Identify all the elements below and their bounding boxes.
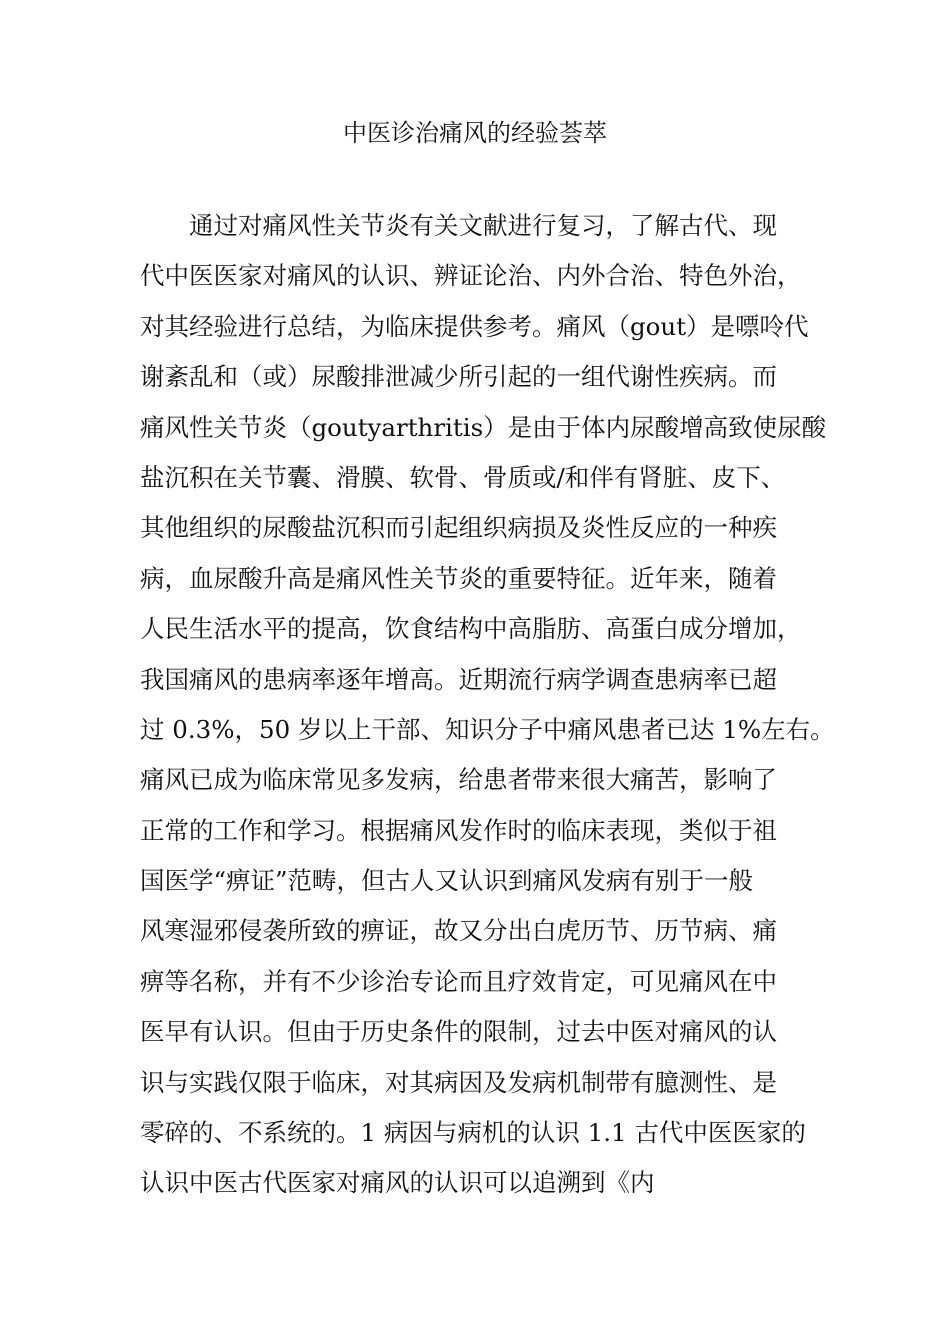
text-line: 痛风已成为临床常见多发病，给患者带来很大痛苦，影响了 <box>140 765 777 795</box>
text-line: 识与实践仅限于临床，对其病因及发病机制带有臆测性、是 <box>140 1067 777 1097</box>
document-title: 中医诊治痛风的经验荟萃 <box>343 119 607 147</box>
text-line: 正常的工作和学习。根据痛风发作时的临床表现，类似于祖 <box>140 815 777 845</box>
text-line: 盐沉积在关节囊、滑膜、软骨、骨质或/和伴有肾脏、皮下、 <box>140 462 786 492</box>
text-line: 认识中医古代医家对痛风的认识可以追溯到《内 <box>140 1168 655 1198</box>
text-line: 人民生活水平的提高，饮食结构中高脂肪、高蛋白成分增加， <box>140 614 802 644</box>
text-line: 痛风性关节炎（goutyarthritis）是由于体内尿酸增高致使尿酸 <box>140 412 827 442</box>
text-line: 风寒湿邪侵袭所致的痹证，故又分出白虎历节、历节病、痛 <box>140 916 777 946</box>
text-line: 痹等名称，并有不少诊治专论而且疗效肯定，可见痛风在中 <box>140 966 777 996</box>
text-line: 谢紊乱和（或）尿酸排泄减少所引起的一组代谢性疾病。而 <box>140 362 777 392</box>
text-line: 零碎的、不系统的。1 病因与病机的认识 1.1 古代中医医家的 <box>140 1118 806 1148</box>
text-line: 医早有认识。但由于历史条件的限制，过去中医对痛风的认 <box>140 1017 777 1047</box>
text-line: 我国痛风的患病率逐年增高。近期流行病学调查患病率已超 <box>140 664 777 694</box>
body-paragraph <box>140 206 835 1214</box>
text-line: 病，血尿酸升高是痛风性关节炎的重要特征。近年来，随着 <box>140 563 777 593</box>
text-line: 代中医医家对痛风的认识、辨证论治、内外合治、特色外治， <box>140 261 802 291</box>
text-line: 通过对痛风性关节炎有关文献进行复习，了解古代、现 <box>140 211 777 240</box>
text-line: 其他组织的尿酸盐沉积而引起组织病损及炎性反应的一种疾 <box>140 513 777 543</box>
text-line: 过 0.3%，50 岁以上干部、知识分子中痛风患者已达 1%左右。 <box>140 714 835 744</box>
text-line: 对其经验进行总结，为临床提供参考。痛风（gout）是嘌呤代 <box>140 311 809 341</box>
text-line: 国医学“痹证”范畴，但古人又认识到痛风发病有别于一般 <box>140 866 754 896</box>
